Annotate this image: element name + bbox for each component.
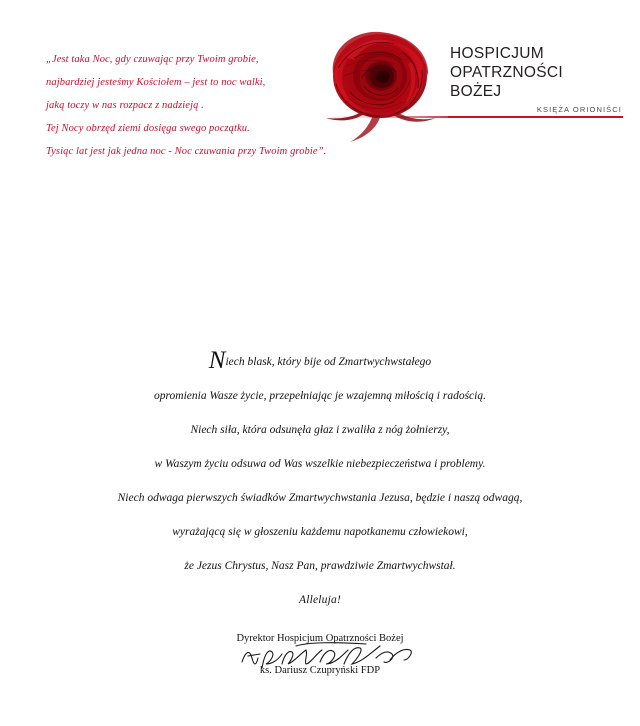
- logo-subtitle: KSIĘŻA ORIONIŚCI: [536, 105, 622, 114]
- quote-line-2: najbardziej jesteśmy Kościołem – jest to noc walki,: [46, 77, 266, 88]
- letter-body: [0, 345, 640, 617]
- logo-line-3: BOŻEJ: [450, 83, 502, 100]
- logo-line-2: OPATRZNOŚCI: [450, 64, 563, 81]
- letter-line-7: że Jezus Chrystus, Nasz Pan, prawdziwie Zmartwychwstał.: [184, 560, 456, 572]
- letter-line-2: opromienia Wasze życie, przepełniając je wzajemną miłością i radością.: [154, 390, 486, 402]
- organization-logo: [302, 36, 622, 146]
- rose-icon: [302, 18, 460, 148]
- drop-cap: N: [208, 347, 226, 374]
- quote-line-3: jaką toczy w nas rozpacz z nadzieją .: [46, 100, 204, 111]
- letter-line-4: w Waszym życiu odsuwa od Was wszelkie niebezpieczeństwa i problemy.: [154, 458, 486, 470]
- document-header: [0, 0, 640, 185]
- signature-role: Dyrektor Hospicjum Opatrzności Bożej: [236, 633, 404, 644]
- quote-line-5: Tysiąc lat jest jak jedna noc - Noc czuwania przy Twoim grobie”.: [46, 146, 327, 157]
- quote-line-1: „Jest taka Noc, gdy czuwając przy Twoim grobie,: [46, 54, 259, 65]
- letter-line-8: Alleluja!: [298, 594, 342, 606]
- letter-line-1: [0, 345, 640, 379]
- logo-rule: [448, 116, 623, 118]
- logo-line-1: HOSPICJUM: [450, 45, 544, 62]
- signature-name: ks. Dariusz Czupryński FDP: [259, 665, 381, 676]
- letter-line-1-rest: iech blask, który bije od Zmartwychwstałego: [225, 356, 432, 368]
- letter-line-6: wyrażającą się w głoszeniu każdemu napotkanemu człowiekowi,: [172, 526, 468, 538]
- logo-text: [450, 44, 622, 114]
- quotation-block: [46, 48, 346, 163]
- letter-line-5: Niech odwaga pierwszych świadków Zmartwychwstania Jezusa, będzie i naszą odwagą,: [117, 492, 523, 504]
- signature-block: [0, 630, 640, 680]
- letter-line-3: Niech siła, która odsunęła głaz i zwaliła z nóg żołnierzy,: [190, 424, 450, 436]
- quote-line-4: Tej Nocy obrzęd ziemi dosięga swego początku.: [46, 123, 250, 134]
